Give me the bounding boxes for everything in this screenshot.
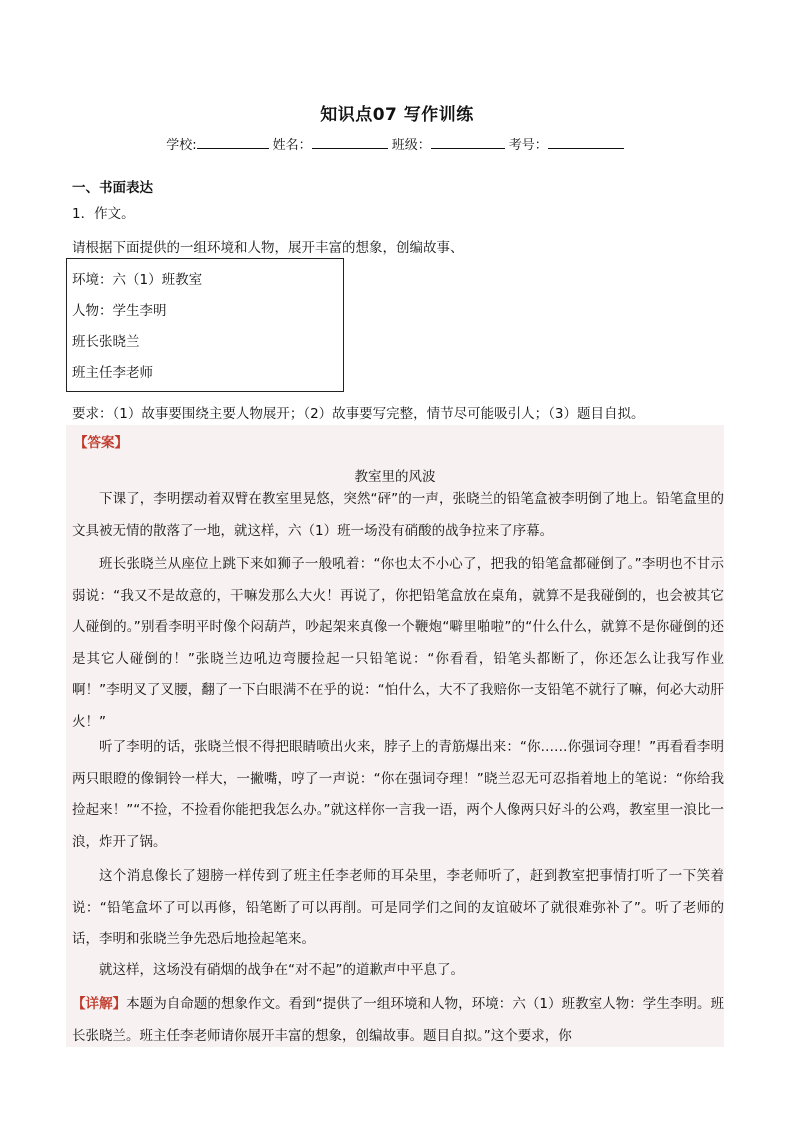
- essay-paragraph: 这个消息像长了翅膀一样传到了班主任李老师的耳朵里，李老师听了，赶到教室把事情打听了一下笑着说：“铅笔盒坏了可以再修，铅笔断了可以再削。可是同学们之间的友谊破坏了就很难弥补了”。听了老师的话，李明和张晓兰争先恐后地捡起笔来。: [72, 868, 724, 947]
- name-blank[interactable]: [312, 136, 388, 149]
- setting-character-monitor: 班长张晓兰: [72, 334, 140, 350]
- answer-block: [66, 425, 724, 1047]
- essay-paragraph: 听了李明的话，张晓兰恨不得把眼睛喷出火来，脖子上的青筋爆出来：“你……你强词夺理！”再看看李明两只眼瞪的像铜铃一样大，一撇嘴，哼了一声说：“你在强词夺理！”晓兰忍无可忍指着地上的笔说：“你给我捡起来！”“不捡，不捡看你能把我怎么办。”就这样你一言我一语，两个人像两只好斗的公鸡，教室里一浪比一浪，炸开了锅。: [72, 739, 724, 850]
- answer-tag: 【答案】: [74, 435, 128, 451]
- essay-paragraph: 就这样，这场没有硝烟的战争在“对不起”的道歉声中平息了。: [99, 962, 464, 978]
- number-label: 考号：: [508, 138, 548, 153]
- class-label: 班级：: [391, 138, 431, 153]
- number-blank[interactable]: [548, 136, 624, 149]
- setting-character-teacher: 班主任李老师: [72, 365, 153, 381]
- detail-explanation: [72, 989, 724, 1052]
- name-label: 姓名：: [272, 138, 312, 153]
- setting-box: [66, 258, 344, 392]
- section-heading: 一、书面表达: [72, 180, 153, 196]
- student-info-line: [0, 134, 794, 153]
- school-blank[interactable]: [197, 136, 269, 149]
- class-blank[interactable]: [431, 136, 505, 149]
- requirement-text: 要求：（1）故事要围绕主要人物展开；（2）故事要写完整，情节尽可能吸引人；（3）题目自拟。: [72, 406, 645, 422]
- essay-paragraph: 下课了，李明摆动着双臂在教室里晃悠，突然“砰”的一声，张晓兰的铅笔盒被李明倒了地上。铅笔盒里的文具被无情的散落了一地，就这样，六（1）班一场没有硝酸的战争拉来了序幕。: [72, 491, 724, 539]
- page-title: 知识点07 写作训练: [320, 105, 474, 125]
- detail-tag: 【详解】: [72, 996, 127, 1012]
- setting-environment: 环境：六（1）班教室: [72, 272, 203, 288]
- essay-paragraph: 班长张晓兰从座位上跳下来如狮子一般吼着：“你也太不小心了，把我的铅笔盒都碰倒了。”李明也不甘示弱说：“我又不是故意的，干嘛发那么大火！再说了，你把铅笔盒放在桌角，就算不是我碰倒的，也会被其它人碰倒的。”别看李明平时像个闷葫芦，吵起架来真像一个鞭炮“噼里啪啦”的“什么什么，就算不是你碰倒的还是其它人碰倒的！”张晓兰边吼边弯腰捡起一只铅笔说：“你看看，铅笔头都断了，你还怎么让我写作业啊！”李明叉了叉腰，翻了一下白眼满不在乎的说：“怕什么，大不了我赔你一支铅笔不就行了嘛，何必大动肝火！”: [72, 556, 724, 730]
- essay-title: 教室里的风波: [354, 469, 436, 485]
- question-prompt: 请根据下面提供的一组环境和人物，展开丰富的想象，创编故事、: [72, 240, 464, 256]
- setting-character-student: 人物：学生李明: [72, 303, 167, 319]
- school-label: 学校:: [166, 138, 197, 153]
- question-number: 1．作文。: [72, 206, 135, 222]
- detail-text: 本题为自命题的想象作文。看到“提供了一组环境和人物，环境：六（1）班教室人物：学生李明。班长张晓兰。班主任李老师请你展开丰富的想象，创编故事。题目自拟。”这个要求，你: [72, 996, 725, 1044]
